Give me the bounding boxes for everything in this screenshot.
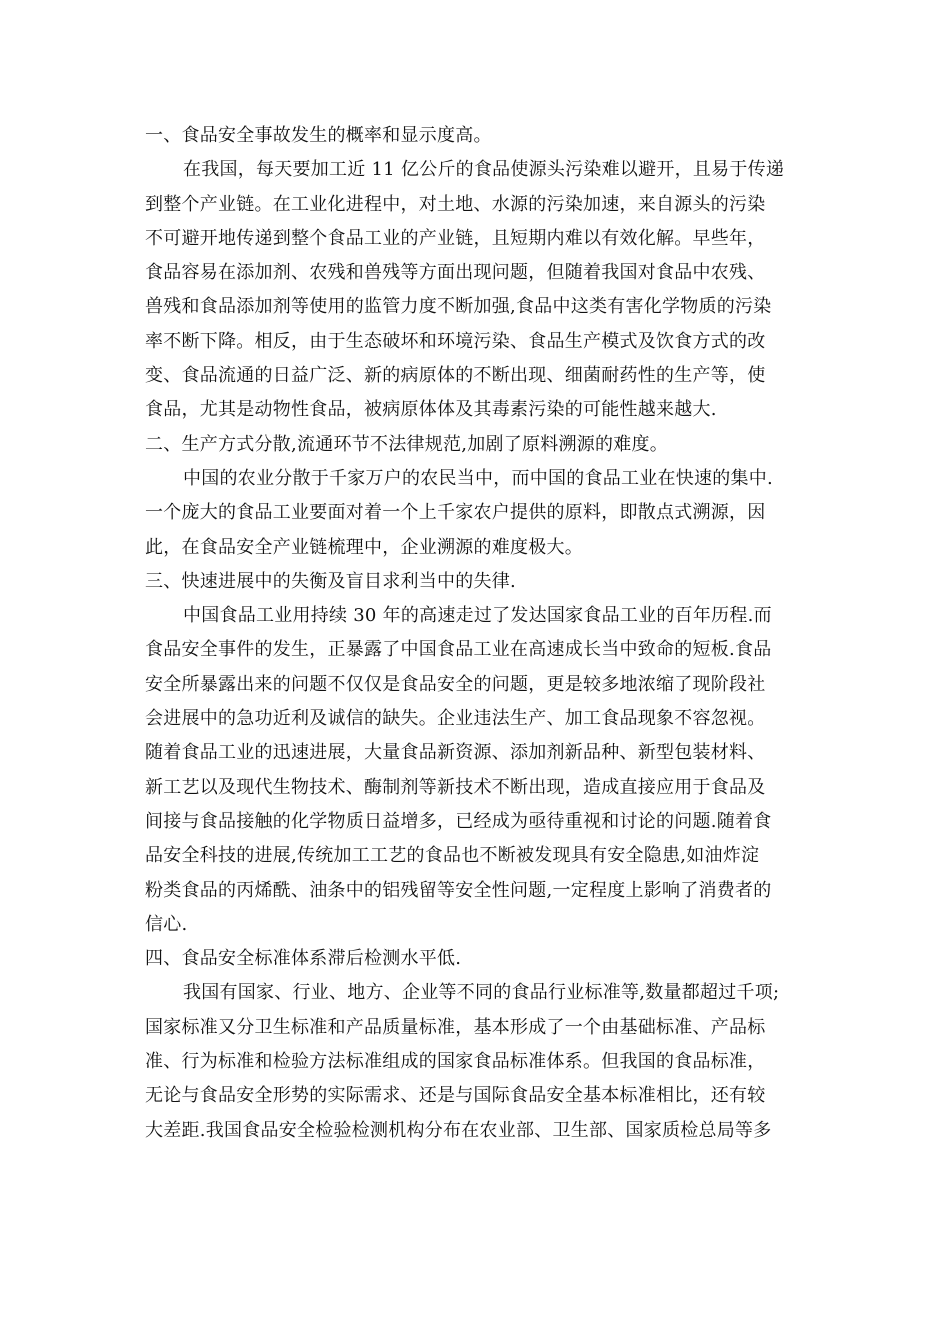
section-paragraph-1 — [145, 153, 809, 427]
text-line: 我国有国家、行业、地方、企业等不同的食品行业标准等,数量都超过千项; — [183, 982, 780, 1004]
text-line: 品安全科技的进展,传统加工工艺的食品也不断被发现具有安全隐患,如油炸淀 — [145, 845, 760, 867]
text-line: 大差距.我国食品安全检验检测机构分布在农业部、卫生部、国家质检总局等多 — [145, 1119, 772, 1141]
text-line: 新工艺以及现代生物技术、酶制剂等新技术不断出现，造成直接应用于食品及 — [145, 776, 766, 798]
text-line: 会进展中的急功近利及诚信的缺失。企业违法生产、加工食品现象不容忽视。 — [145, 708, 766, 730]
text-line: 率不断下降。相反，由于生态破坏和环境污染、食品生产模式及饮食方式的改 — [145, 330, 766, 352]
text-line: 变、食品流通的日益广泛、新的病原体的不断出现、细菌耐药性的生产等，使 — [145, 365, 766, 387]
text-line: 无论与食品安全形势的实际需求、还是与国际食品安全基本标准相比，还有较 — [145, 1085, 766, 1107]
section-paragraph-3 — [145, 599, 809, 942]
text-line: 间接与食品接触的化学物质日益增多，已经成为亟待重视和讨论的问题.随着食 — [145, 810, 772, 832]
document-page — [145, 119, 809, 1148]
section-heading-2: 二、生产方式分散,流通环节不法律规范,加剧了原料溯源的难度。 — [145, 433, 668, 455]
text-line: 信心. — [145, 913, 188, 935]
text-line: 粉类食品的丙烯酰、油条中的铝残留等安全性问题,一定程度上影响了消费者的 — [145, 879, 772, 901]
text-line: 随着食品工业的迅速进展，大量食品新资源、添加剂新品种、新型包装材料、 — [145, 742, 766, 764]
section-heading-4: 四、食品安全标准体系滞后检测水平低. — [145, 948, 462, 970]
section-paragraph-4 — [145, 976, 809, 1147]
text-line: 中国的农业分散于千家万户的农民当中，而中国的食品工业在快速的集中. — [183, 467, 773, 489]
section-heading-1: 一、食品安全事故发生的概率和显示度高。 — [145, 125, 492, 146]
text-line: 一个庞大的食品工业要面对着一个上千家农户提供的原料，即散点式溯源，因 — [145, 502, 766, 524]
text-line: 食品容易在添加剂、农残和兽残等方面出现问题，但随着我国对食品中农残、 — [145, 262, 766, 284]
text-line: 此，在食品安全产业链梳理中，企业溯源的难度极大。 — [145, 536, 583, 558]
text-line: 在我国，每天要加工近 11 亿公斤的食品使源头污染难以避开，且易于传递 — [183, 159, 785, 181]
text-line: 中国食品工业用持续 30 年的高速走过了发达国家食品工业的百年历程.而 — [183, 605, 772, 627]
text-line: 到整个产业链。在工业化进程中，对土地、水源的污染加速，来自源头的污染 — [145, 193, 766, 215]
section-heading-3: 三、快速进展中的失衡及盲目求利当中的失律. — [145, 570, 516, 592]
text-line: 食品，尤其是动物性食品，被病原体体及其毒素污染的可能性越来越大. — [145, 399, 717, 421]
text-line: 兽残和食品添加剂等使用的监管力度不断加强,食品中这类有害化学物质的污染 — [145, 296, 772, 318]
text-line: 国家标准又分卫生标准和产品质量标准，基本形成了一个由基础标准、产品标 — [145, 1016, 766, 1038]
text-line: 不可避开地传递到整个食品工业的产业链，且短期内难以有效化解。早些年， — [145, 227, 766, 249]
text-line: 安全所暴露出来的问题不仅仅是食品安全的问题，更是较多地浓缩了现阶段社 — [145, 673, 766, 695]
section-paragraph-2 — [145, 462, 809, 565]
text-line: 食品安全事件的发生，正暴露了中国食品工业在高速成长当中致命的短板.食品 — [145, 639, 772, 661]
text-line: 准、行为标准和检验方法标准组成的国家食品标准体系。但我国的食品标准， — [145, 1051, 766, 1073]
